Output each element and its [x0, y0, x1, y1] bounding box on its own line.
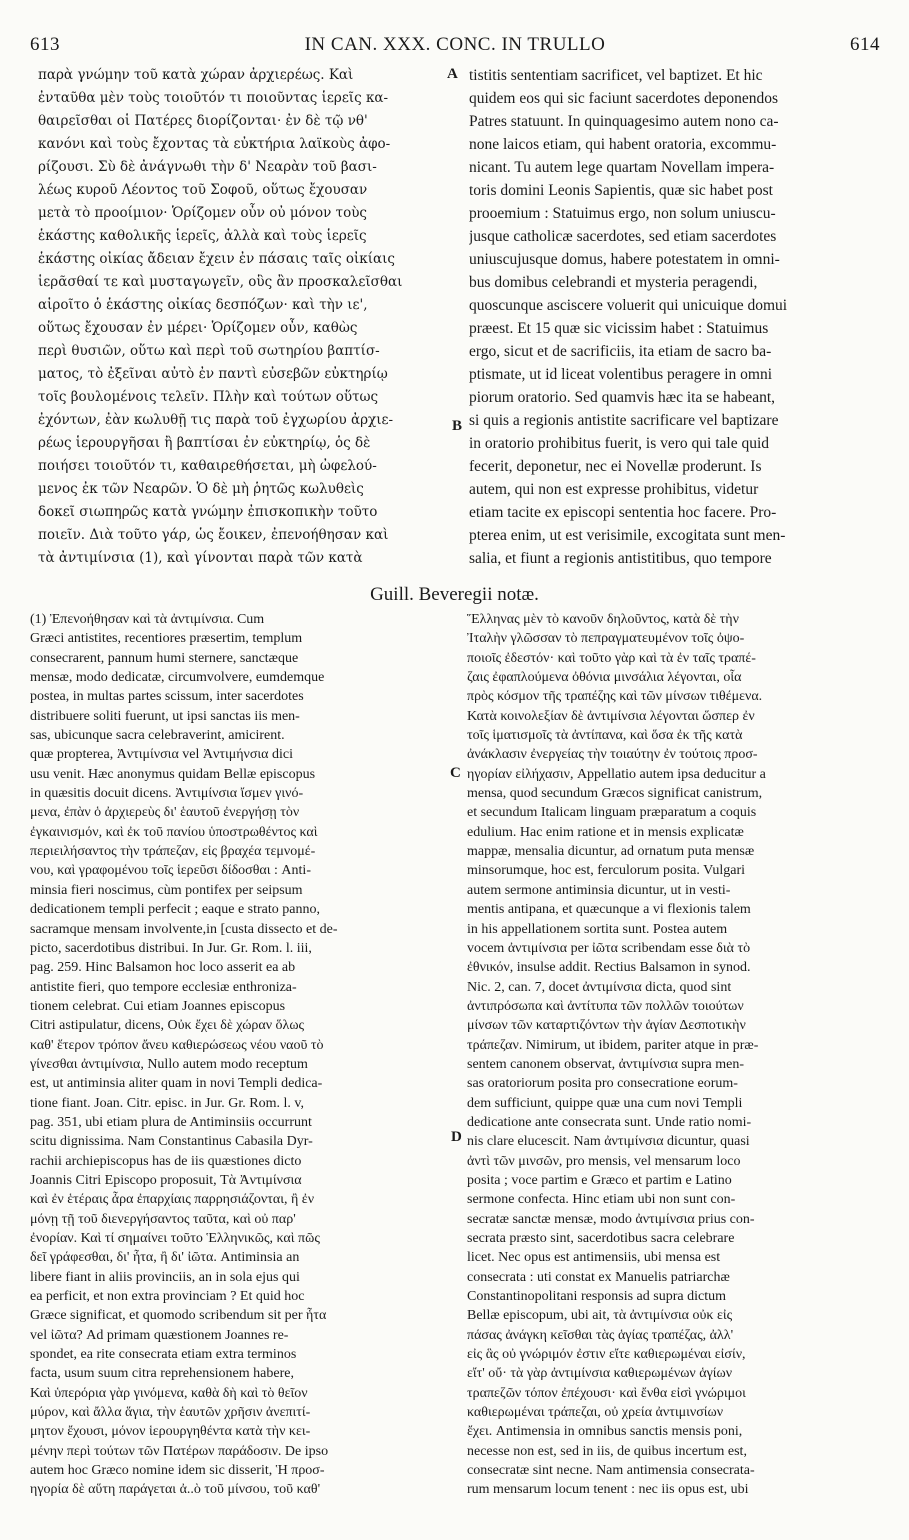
text-line: sas, ubicunque sacra celebraverint, amicirent. [30, 728, 285, 744]
text-line: εἴτ' οὔ· τὰ γὰρ ἀντιμίνσια καθιερωμένων ἁγίων [467, 1366, 733, 1382]
text-line: εἰς ἃς οὐ γνώριμόν ἐστιν εἴτε καθιερωμέναι εἰσίν, [467, 1347, 746, 1363]
text-line: καθ' ἕτερον τρόπον ἄνευ καθιερώσεως νέου ναοῦ τὸ [30, 1037, 324, 1053]
text-line: consecratæ sint necne. Nam antimensia consecrata- [467, 1463, 755, 1479]
text-line: distribuere soliti fuerunt, ut ipsi sanctas iis men- [30, 708, 300, 724]
text-line: autem, qui non est expresse prohibitus, videtur [469, 481, 759, 498]
text-line: ζαις ἐφαπλούμενα ὀθόνια μινσάλια λέγονται, οἷα [467, 670, 742, 686]
text-line: μενος ἐκ τῶν Νεαρῶν. Ὁ δὲ μὴ ῥητῶς κωλυθεὶς [38, 481, 364, 497]
text-line: tione fiant. Joan. Citr. episc. in Jur. Gr. Rom. l. v, [30, 1095, 305, 1111]
text-line: mensæ, modo dedicatæ, circumvolvere, eumdemque [30, 670, 325, 686]
text-line: scitu dignissima. Nam Constantinus Cabasila Dyr- [30, 1134, 313, 1150]
text-line: libere fiant in aliis provinciis, an in sola ejus qui [30, 1269, 300, 1285]
text-line: in his appellationem sortita sunt. Postea autem [467, 921, 728, 937]
text-line: θαιρεῖσθαι οἱ Πατέρες διορίζονται· ἐν δὲ τῷ νθ' [38, 113, 368, 129]
text-line: autem sermone antiminsia dicuntur, ut in vesti- [467, 882, 731, 898]
text-line: dedicationem templi perfecit ; eaque e strato panno, [30, 902, 320, 918]
text-line: ματος, τὸ ἐξεῖναι αὐτὸ ἐν παντὶ εὐσεβῶν εὐκτηρίῳ [38, 366, 388, 382]
page-number-left: 613 [30, 34, 60, 55]
text-line: οὕτως ἔχουσαν ἐν μέρει· Ὁρίζομεν οὖν, καθὼς [38, 320, 358, 336]
text-line: mensa, quod secundum Græcos significat canistrum, [467, 786, 763, 802]
text-line: rum mensarum locum tenent : nec iis opus est, ubi [467, 1482, 749, 1498]
text-line: et secundum Italicam linguam præparatum a coquis [467, 805, 757, 821]
text-line: Καὶ ὑπερόρια γὰρ γινόμενα, καθὰ δὴ καὶ τὸ θεῖον [30, 1385, 308, 1401]
text-line: Bellæ episcopum, ubi ait, τὰ ἀντιμίνσια οὐκ εἰς [467, 1308, 733, 1324]
text-line: μενα, ἐπὰν ὁ ἀρχιερεὺς δι' ἑαυτοῦ ἐνεργήσῃ τὸν [30, 805, 300, 821]
text-line: τραπεζῶν τόπον ἐπέχουσι· καὶ ἔνθα εἰσὶ γνώριμοι [467, 1385, 746, 1401]
running-title: IN CAN. XXX. CONC. IN TRULLO [304, 34, 606, 55]
text-line: Ἕλληνας μὲν τὸ κανοῦν δηλοῦντος, κατὰ δὲ τὴν [467, 612, 739, 627]
text-line: ποιεῖν. Διὰ τοῦτο γάρ, ὡς ἔοικεν, ἐπενοήθησαν καὶ [38, 527, 389, 543]
text-line: in quæsitis docuit dicens. Ἀντιμίνσια ἴσμεν γινό- [30, 786, 304, 802]
text-line: in oratorio prohibitus fuerit, is vero qui tale quid [469, 435, 770, 452]
text-line: τράπεζαν. Nimirum, ut ibidem, pariter atque in præ- [467, 1037, 759, 1053]
text-line: bus domibus celebrandi et mysteria peragendi, [469, 274, 758, 291]
text-line: γίνεσθαι ἀντιμίνσια, Nullo autem modo receptum [30, 1056, 308, 1072]
text-line: ἑκάστης καθολικῆς ἱερεῖς, ἀλλὰ καὶ τοὺς ἱερεῖς [38, 228, 367, 244]
text-line: quæ propterea, Ἀντιμίνσια vel Ἀντιμήνσια dici [30, 747, 294, 763]
text-line: minsia fieri noscimus, cùm pontifex per seipsum [30, 882, 303, 898]
text-line: καθιερωμέναι τράπεζαι, οὐ χρεία ἀντιμινσίων [467, 1405, 724, 1421]
text-line: μίνσων τῶν καταρτιζόντων τὴν ἁγίαν Δεσποτικὴν [467, 1018, 746, 1034]
text-line: autem hoc Græco nomine idem sic disserit, Ἡ προσ- [30, 1463, 325, 1479]
text-line: ἀνάκλασιν ἐνεργείας τὴν τοιαύτην ἐν τούτοις προσ- [467, 747, 758, 763]
text-line: μητον ἔχουσι, μόνον ἱερουργηθέντα κατὰ τὴν κει- [30, 1424, 311, 1440]
text-line: jusque catholicæ sacerdotes, sed etiam sacerdotes [469, 228, 777, 245]
text-line: vel ἰῶτα? Ad primam quæstionem Joannes re- [30, 1327, 289, 1343]
text-line: ρέως ἱερουργῆσαι ἢ βαπτίσαι ἐν εὐκτηρίῳ, ὁς δὲ [38, 435, 371, 451]
text-line: καὶ ἐν ἑτέραις ἆρα ἐπαρχίαις παρρησιάζονται, ἢ ἐν [30, 1192, 315, 1208]
text-line: τὰ ἀντιμίνσια (1), καὶ γίνονται παρὰ τῶν κατὰ [38, 550, 363, 566]
text-line: ἐνορίαν. Καὶ τί σημαίνει τοῦτο Ἑλληνικῶς, καὶ πῶς [30, 1231, 320, 1246]
text-line: ergo, sicut et de sacrificiis, ita etiam de sacro ba- [469, 343, 772, 360]
text-line: necesse non est, sed in iis, de quibus incertum est, [467, 1443, 747, 1459]
text-line: τοῖς ἱματισμοῖς τὰ ἀντίπανα, καὶ ὅσα ἐκ τῆς κατὰ [467, 728, 743, 744]
text-line: pag. 259. Hinc Balsamon hoc loco asserit ea ab [30, 960, 296, 976]
text-line: δοκεῖ σιωπηρῶς κατὰ γνώμην ἐπισκοπικὴν τοῦτο [38, 504, 378, 520]
text-line: ea perficit, et non extra provinciam ? Et quid hoc [30, 1289, 305, 1305]
text-line: ἐγκαινισμόν, καὶ ἐκ τοῦ πανίου ὑποστρωθέντος καὶ [30, 824, 318, 840]
text-line: si quis a regionis antistite sacrificare vel baptizare [469, 412, 779, 429]
text-line: Κατὰ κοινολεξίαν δὲ ἀντιμίνσια λέγονται ὥσπερ ἐν [467, 708, 755, 724]
text-line: ἔχει. Antimensia in omnibus sanctis mensis poni, [467, 1424, 743, 1440]
margin-marker-d: D [451, 1129, 462, 1145]
text-line: pag. 351, ubi etiam plura de Antiminsiis occurrunt [30, 1114, 312, 1130]
text-line: Græci antistites, recentiores præsertim, templum [30, 631, 303, 647]
text-line: tistitis sententiam sacrificet, vel baptizet. Et hic [469, 67, 763, 84]
text-line: postea, in multas partes scissum, inter sacerdotes [30, 689, 304, 705]
text-line: παρὰ γνώμην τοῦ κατὰ χώραν ἀρχιερέως. Καὶ [38, 67, 354, 83]
text-line: consecrarent, pannum humi sternere, sanctæque [30, 650, 299, 666]
text-line: est, ut antiminsia aliter quam in novi Templi dedica- [30, 1076, 323, 1092]
text-line: ἐχόντων, ἐὰν κωλυθῇ τις παρὰ τοῦ ἐγχωρίου ἀρχιε- [38, 412, 394, 428]
text-line: etiam tacite ex episcopi sententia hoc facere. Pro- [469, 504, 777, 521]
text-line: posita ; voce partim e Græco et partim e Latino [467, 1172, 732, 1188]
text-line: Græce significat, et quomodo scribendum sit per ἦτα [30, 1308, 327, 1324]
greek-text-column [38, 64, 443, 570]
text-line: Patres statuunt. In quinquagesimo autem nono ca- [469, 113, 779, 130]
text-line: consecrata : uti constat ex Manuelis patriarchæ [467, 1269, 730, 1285]
text-line: spondet, ea rite consecrata etiam extra terminos [30, 1347, 297, 1363]
text-line: μόνῃ τῇ τοῦ διενεργήσαντος ταῦτα, καὶ οὐ παρ' [30, 1211, 296, 1227]
text-line: minsorumque, hoc est, ferculorum posita. Vulgari [467, 863, 746, 879]
text-line: ἱερᾶσθαί τε καὶ μυσταγωγεῖν, οὓς ἂν προσκαλεῖσθαι [38, 274, 403, 290]
text-line: sacramque mensam involvente,in [custa dissecto et de- [30, 921, 338, 937]
text-line: vocem ἀντιμίνσια per ἰῶτα scribendam esse διὰ τὸ [467, 940, 751, 956]
text-line: νου, καὶ γραφομένου τοῖς ἱερεῦσι δίδοσθαι : Anti- [30, 863, 311, 879]
text-line: λέως κυροῦ Λέοντος τοῦ Σοφοῦ, οὕτως ἔχουσαν [38, 182, 368, 198]
text-line: præest. Et 15 quæ sic vicissim habet : Statuimus [469, 320, 769, 337]
text-line: μύρον, καὶ ἄλλα ἅγια, τὴν ἑαυτῶν χρῆσιν ἀνεπιτί- [30, 1405, 311, 1421]
text-line: dem sufficiunt, quippe quæ una cum novi Templi [467, 1095, 743, 1111]
text-line: secrata præsto sint, sacerdotibus sacra celebrare [467, 1231, 735, 1246]
text-line: τοῖς βουλομένοις τελεῖν. Πλὴν καὶ τούτων οὕτως [38, 389, 379, 405]
text-line: piorum oratorio. Sed quamvis hæc ita se habeant, [469, 389, 776, 406]
text-line: facta, usum suum citra reprehensionem habere, [30, 1366, 294, 1382]
text-line: usu venit. Hæc anonymus quidam Bellæ episcopus [30, 766, 316, 782]
text-line: quidem eos qui sic faciunt sacerdotes deponendos [469, 90, 779, 107]
text-line: Ἰταλὴν γλῶσσαν τὸ πεπραγματευμένον τοῖς ὀψο- [467, 631, 745, 647]
text-line: licet. Nec opus est antimensiis, ubi mensa est [467, 1250, 721, 1266]
text-line: ποιοῖς ἐδεστόν· καὶ τοῦτο γὰρ καὶ τὰ ἐν ταῖς τραπέ- [467, 650, 756, 666]
text-line: ηγορία δὲ αὕτη παράγεται ἀ..ὸ τοῦ μίνσου, τοῦ καθ' [30, 1482, 321, 1498]
running-header [30, 34, 880, 64]
text-line: ηγορίαν εἰλήχασιν, Appellatio autem ipsa deducitur a [467, 766, 766, 782]
text-line: sas oratoriorum posita pro consecratione eorum- [467, 1076, 738, 1092]
text-line: ποιήσει τοιοῦτόν τι, καθαιρεθήσεται, μὴ ὠφελού- [38, 458, 377, 474]
text-line: ἐνταῦθα μὲν τοὺς τοιοῦτόν τι ποιοῦντας ἱερεῖς κα- [38, 90, 389, 106]
text-line: uniuscujusque domus, habere potestatem in omni- [469, 251, 780, 268]
text-line: ἐθνικόν, insulse addit. Rectius Balsamon in synod. [467, 960, 751, 976]
text-line: (1) Ἐπενοήθησαν καὶ τὰ ἀντιμίνσια. Cum [30, 612, 265, 627]
text-line: dedicatione ante consecrata sunt. Unde ratio nomi- [467, 1114, 752, 1130]
text-line: ἀντὶ τῶν μινσῶν, pro mensis, vel mensarum loco [467, 1153, 741, 1169]
text-line: ἑκάστης οἰκίας ἄδειαν ἔχειν ἐν πάσαις ταῖς οἰκίαις [38, 251, 395, 267]
text-line: nicant. Tu autem lege quartam Novellam impera- [469, 159, 775, 176]
text-line: pterea enim, ut est verisimile, excogitata sunt men- [469, 527, 786, 544]
text-line: tionem celebrat. Cui etiam Joannes episcopus [30, 998, 286, 1014]
text-line: ptismate, ut id liceat volentibus peragere in omni [469, 366, 773, 383]
text-line: περιειλήσαντος τὴν τράπεζαν, εἰς βραχέα τεμνομέ- [30, 844, 316, 860]
notes-left-column [30, 610, 450, 1500]
text-line: κανόνι καὶ τοὺς ἔχοντας τὰ εὐκτήρια λαϊκοὺς ἀφο- [38, 136, 391, 152]
text-line: none laicos etiam, qui habent oratoria, excommu- [469, 136, 777, 153]
text-line: edulium. Hac enim ratione et in mensis explicatæ [467, 824, 744, 840]
text-line: δεῖ γράφεσθαι, δι' ἦτα, ἢ δι' ἰῶτα. Antiminsia an [30, 1250, 300, 1266]
text-line: Joannis Citri Episcopo proposuit, Τὰ Ἀντιμίνσια [30, 1172, 302, 1188]
margin-marker-c: C [450, 765, 461, 781]
text-line: μετὰ τὸ προοίμιον· Ὁρίζομεν οὖν οὐ μόνον τοὺς [38, 205, 367, 221]
text-line: sermone confecta. Hinc etiam ubi non sunt con- [467, 1192, 736, 1208]
text-line: nis clare elucescit. Nam ἀντιμίνσια dicuntur, quasi [467, 1134, 750, 1150]
text-line: antistite fieri, quo tempore ecclesiæ enthroniza- [30, 979, 297, 995]
text-line: Nic. 2, can. 7, docet ἀντιμίνσια dicta, quod sint [467, 979, 732, 995]
text-line: mentis antipana, et quæcunque a vi flexionis talem [467, 902, 751, 918]
margin-marker-b: B [452, 418, 463, 434]
text-line: prooemium : Statuimus ergo, non solum uniuscu- [469, 205, 776, 222]
text-line: fecerit, deponetur, nec ei Novellæ proderunt. Is [469, 458, 762, 475]
text-line: mappæ, mensalia dicuntur, ad ornatum puta mensæ [467, 844, 755, 860]
text-line: πρὸς κόσμον τῆς τραπέζης καὶ τῶν μίνσων τιθέμενα. [467, 689, 763, 705]
text-line: ἀντιπρόσωπα καὶ ἀντίτυπα τῶν πολλῶν τοιούτων [467, 998, 744, 1014]
text-line: μένην περὶ τούτων τῶν Πατέρων παράδοσιν. De ipso [30, 1443, 329, 1459]
notes-right-column [467, 610, 887, 1500]
text-line: πάσας ἀνάγκη κεῖσθαι τὰς ἁγίας τραπέζας, ἀλλ' [467, 1327, 734, 1343]
text-line: quoscunque asciscere voluerit qui unicuique domui [469, 297, 788, 314]
margin-marker-a: A [447, 66, 458, 82]
notes-title: Guill. Beveregii notæ. [370, 584, 539, 605]
text-line: αἱροῖτο ὁ ἑκάστης οἰκίας δεσπόζων· καὶ τὴν ιε', [38, 297, 368, 313]
latin-text-column [469, 64, 879, 570]
text-line: Constantinopolitani responsis ad supra dictum [467, 1289, 726, 1305]
text-line: sentem canonem observat, ἀντιμίνσια supra men- [467, 1056, 745, 1072]
text-line: secratæ sanctæ mensæ, modo ἀντιμίνσια prius con- [467, 1211, 755, 1227]
text-line: περὶ θυσιῶν, οὕτω καὶ περὶ τοῦ σωτηρίου βαπτίσ- [38, 343, 380, 359]
text-line: picto, sacerdotibus distribui. In Jur. Gr. Rom. l. iii, [30, 940, 312, 956]
text-line: rachii archiepiscopus has de iis quæstiones dicto [30, 1153, 302, 1169]
text-line: salia, et fiunt a regionis antistitibus, quo tempore [469, 550, 772, 567]
text-line: Citri astipulatur, dicens, Οὐκ ἔχει δὲ χώραν ὅλως [30, 1018, 305, 1034]
text-line: ρίζουσι. Σὺ δὲ ἀνάγνωθι τὴν δ' Νεαρὰν τοῦ βασι- [38, 159, 377, 175]
text-line: toris domini Leonis Sapientis, quæ sic habet post [469, 182, 773, 199]
page-number-right: 614 [850, 34, 880, 55]
